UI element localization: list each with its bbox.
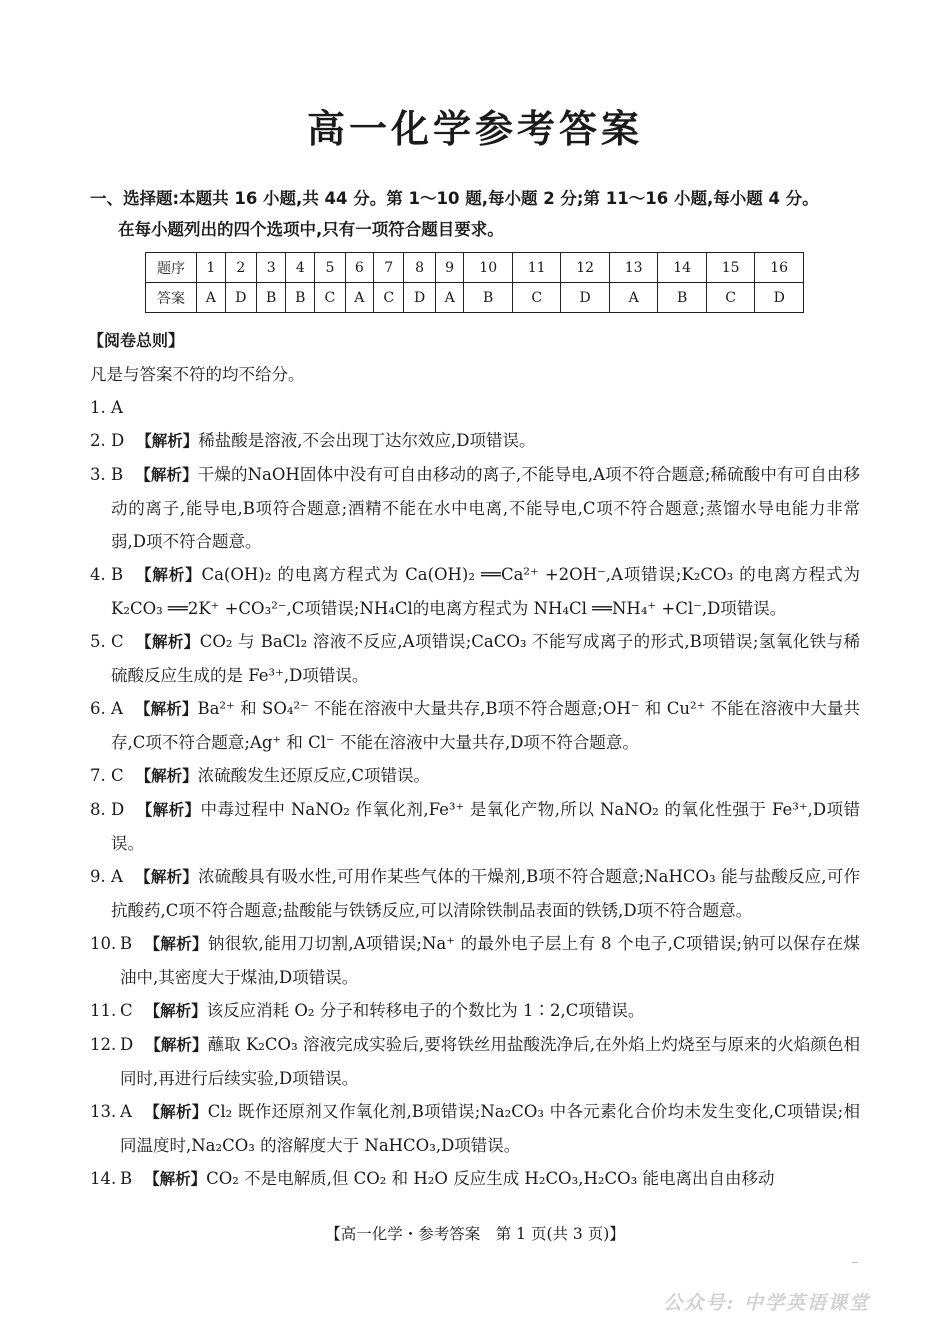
item-answer: D xyxy=(111,800,125,819)
explanation-list xyxy=(90,391,860,1196)
question-cell: 6 xyxy=(345,253,374,283)
answer-cell: D xyxy=(561,283,609,313)
item-answer: A xyxy=(120,1102,132,1121)
question-cell: 12 xyxy=(561,253,609,283)
question-cell: 5 xyxy=(315,253,345,283)
list-item xyxy=(90,625,860,692)
item-body xyxy=(111,860,860,927)
row-label-answer: 答案 xyxy=(146,283,197,313)
item-number: 6. xyxy=(90,699,106,718)
list-item xyxy=(90,994,860,1028)
item-answer: D xyxy=(120,1035,134,1054)
analysis-tag: 【解析】 xyxy=(144,935,208,953)
item-body xyxy=(111,391,860,424)
item-text: 蘸取 K₂CO₃ 溶液完成实验后,要将铁丝用盐酸洗净后,在外焰上灼烧至与原来的火焰颜色相同时,再进行后续实验,D项错误。 xyxy=(120,1035,860,1088)
item-body xyxy=(111,793,860,860)
list-item xyxy=(90,860,860,927)
question-cell: 4 xyxy=(286,253,315,283)
list-item xyxy=(90,759,860,793)
list-item xyxy=(90,458,860,558)
list-item xyxy=(90,692,860,759)
answer-cell: A xyxy=(345,283,374,313)
answer-cell: C xyxy=(374,283,404,313)
item-body xyxy=(111,558,860,625)
question-number-row xyxy=(146,253,804,283)
item-number: 7. xyxy=(90,766,106,785)
item-text: CO₂ 与 BaCl₂ 溶液不反应,A项错误;CaCO₃ 不能写成离子的形式,B项错误;氢氧化铁与稀硫酸反应生成的是 Fe³⁺,D项错误。 xyxy=(111,632,860,685)
answer-cell: A xyxy=(435,283,464,313)
section-heading-line-1: 一、选择题:本题共 16 小题,共 44 分。第 1～10 题,每小题 2 分;第 11～16 小题,每小题 4 分。 xyxy=(90,189,819,208)
answer-table xyxy=(145,252,804,313)
item-number: 1. xyxy=(90,398,106,417)
question-cell: 16 xyxy=(755,253,804,283)
list-item xyxy=(90,424,860,458)
answer-row xyxy=(146,283,804,313)
list-item xyxy=(90,1095,860,1162)
item-text: 中毒过程中 NaNO₂ 作氧化剂,Fe³⁺ 是氧化产物,所以 NaNO₂ 的氧化性强于 Fe³⁺,D项错误。 xyxy=(111,800,860,853)
item-body xyxy=(111,458,860,558)
analysis-tag: 【解析】 xyxy=(136,432,199,450)
item-number: 11. xyxy=(90,1001,117,1020)
item-answer: A xyxy=(111,398,123,417)
analysis-tag: 【解析】 xyxy=(143,1103,208,1121)
page-footer: 【高一化学・参考答案 第 1 页(共 3 页)】 xyxy=(325,1225,625,1243)
question-cell: 14 xyxy=(658,253,706,283)
item-answer: C xyxy=(111,632,124,651)
question-cell: 8 xyxy=(404,253,436,283)
item-answer: A xyxy=(111,867,123,886)
item-number: 8. xyxy=(90,800,106,819)
item-body xyxy=(120,994,860,1028)
analysis-tag: 【解析】 xyxy=(144,1002,207,1020)
item-number: 13. xyxy=(90,1102,117,1121)
question-cell: 1 xyxy=(197,253,226,283)
item-body xyxy=(111,692,860,759)
list-item xyxy=(90,1028,860,1095)
watermark: 公众号: 中学英语课堂 xyxy=(663,1292,870,1314)
item-text: Cl₂ 既作还原剂又作氧化剂,B项错误;Na₂CO₃ 中各元素化合价均未发生变化,C项错误;相同温度时,Na₂CO₃ 的溶解度大于 NaHCO₃,D项错误。 xyxy=(120,1102,860,1155)
item-answer: B xyxy=(111,465,124,484)
analysis-tag: 【解析】 xyxy=(134,868,198,886)
item-body xyxy=(111,759,860,793)
item-text: 浓硫酸发生还原反应,C项错误。 xyxy=(197,766,431,785)
item-text: CO₂ 不是电解质,但 CO₂ 和 H₂O 反应生成 H₂CO₃,H₂CO₃ 能电离出自由移动 xyxy=(206,1169,775,1188)
item-text: 干燥的NaOH固体中没有可自由移动的离子,不能导电,A项不符合题意;稀硫酸中有可自由移动的离子,能导电,B项符合题意;酒精不能在水中电离,不能导电,C项不符合题意;蒸馏水导电能力非常弱,D项不符合题意。 xyxy=(111,465,860,551)
question-cell: 9 xyxy=(435,253,464,283)
question-cell: 13 xyxy=(609,253,657,283)
answer-cell: A xyxy=(197,283,226,313)
item-number: 5. xyxy=(90,632,106,651)
item-text: Ba²⁺ 和 SO₄²⁻ 不能在溶液中大量共存,B项不符合题意;OH⁻ 和 Cu²⁺ 不能在溶液中大量共存,C项不符合题意;Ag⁺ 和 Cl⁻ 不能在溶液中大量共存,D项不符合题意。 xyxy=(111,699,860,752)
item-number: 12. xyxy=(90,1035,117,1054)
item-number: 2. xyxy=(90,431,106,450)
item-body xyxy=(120,1028,860,1095)
list-item xyxy=(90,391,860,424)
answer-cell: C xyxy=(706,283,754,313)
item-text: 钠很软,能用刀切割,A项错误;Na⁺ 的最外电子层上有 8 个电子,C项错误;钠可以保存在煤油中,其密度大于煤油,D项错误。 xyxy=(120,934,860,987)
analysis-tag: 【解析】 xyxy=(135,566,202,584)
question-cell: 11 xyxy=(512,253,560,283)
section-heading xyxy=(90,183,870,245)
item-body xyxy=(111,424,860,458)
analysis-tag: 【解析】 xyxy=(145,1036,208,1054)
item-answer: C xyxy=(111,766,124,785)
answer-cell: B xyxy=(286,283,315,313)
item-number: 3. xyxy=(90,465,106,484)
footer-mark xyxy=(852,1262,858,1263)
item-answer: A xyxy=(111,699,123,718)
answer-cell: B xyxy=(257,283,286,313)
item-body xyxy=(111,625,860,692)
grading-rules-text: 凡是与答案不符的均不给分。 xyxy=(90,365,305,384)
question-cell: 2 xyxy=(225,253,257,283)
answer-cell: D xyxy=(404,283,436,313)
analysis-tag: 【解析】 xyxy=(135,767,198,785)
list-item xyxy=(90,558,860,625)
analysis-tag: 【解析】 xyxy=(134,700,198,718)
item-number: 4. xyxy=(90,565,106,584)
item-text: 浓硫酸具有吸水性,可用作某些气体的干燥剂,B项不符合题意;NaHCO₃ 能与盐酸反应,可作抗酸药,C项不符合题意;盐酸能与铁锈反应,可以清除铁制品表面的铁锈,D项不符合题意。 xyxy=(111,867,860,920)
row-label-question: 题序 xyxy=(146,253,197,283)
item-answer: C xyxy=(120,1001,133,1020)
answer-cell: D xyxy=(225,283,257,313)
item-text: 稀盐酸是溶液,不会出现丁达尔效应,D项错误。 xyxy=(198,431,536,450)
analysis-tag: 【解析】 xyxy=(144,1170,207,1188)
question-cell: 7 xyxy=(374,253,404,283)
answer-cell: B xyxy=(464,283,512,313)
question-cell: 3 xyxy=(257,253,286,283)
list-item xyxy=(90,793,860,860)
item-number: 14. xyxy=(90,1169,117,1188)
section-heading-line-2: 在每小题列出的四个选项中,只有一项符合题目要求。 xyxy=(118,220,504,239)
item-number: 10. xyxy=(90,934,117,953)
analysis-tag: 【解析】 xyxy=(135,633,200,651)
analysis-tag: 【解析】 xyxy=(135,466,198,484)
list-item xyxy=(90,927,860,994)
list-item xyxy=(90,1162,860,1196)
question-cell: 10 xyxy=(464,253,512,283)
item-answer: D xyxy=(111,431,125,450)
item-answer: B xyxy=(111,565,124,584)
answer-cell: C xyxy=(512,283,560,313)
item-text: Ca(OH)₂ 的电离方程式为 Ca(OH)₂ ══Ca²⁺ +2OH⁻,A项错误;K₂CO₃ 的电离方程式为 K₂CO₃ ══2K⁺ +CO₃²⁻,C项错误;NH₄Cl的电离方程式为 NH₄Cl ══NH₄⁺ +Cl⁻,D项错误。 xyxy=(111,565,860,618)
item-body xyxy=(120,1095,860,1162)
item-answer: B xyxy=(120,934,133,953)
item-answer: B xyxy=(120,1169,133,1188)
grading-rules-label: 【阅卷总则】 xyxy=(88,331,185,350)
analysis-tag: 【解析】 xyxy=(136,801,201,819)
question-cell: 15 xyxy=(706,253,754,283)
answer-cell: D xyxy=(755,283,804,313)
answer-cell: A xyxy=(609,283,657,313)
item-number: 9. xyxy=(90,867,106,886)
answer-cell: B xyxy=(658,283,706,313)
page-title: 高一化学参考答案 xyxy=(306,107,643,151)
item-text: 该反应消耗 O₂ 分子和转移电子的个数比为 1∶2,C项错误。 xyxy=(206,1001,645,1020)
item-body xyxy=(120,927,860,994)
item-body xyxy=(120,1162,860,1196)
answer-cell: C xyxy=(315,283,345,313)
